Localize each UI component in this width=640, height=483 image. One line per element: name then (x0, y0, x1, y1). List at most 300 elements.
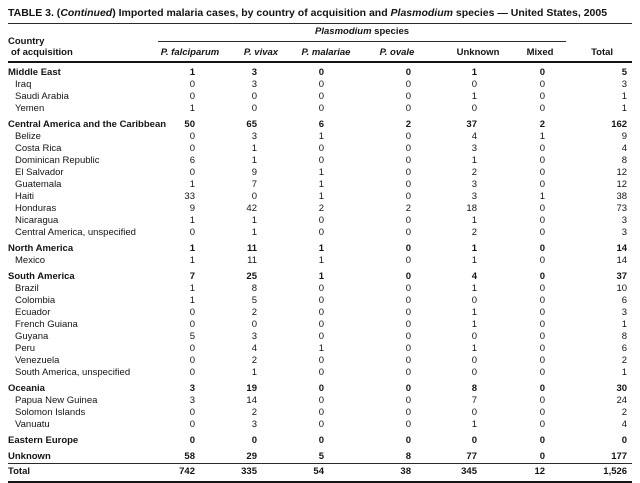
table-row (8, 167, 632, 179)
value-cell: 0 (539, 295, 546, 306)
row-label-cell: El Salvador (15, 167, 64, 178)
value-cell: 2 (471, 227, 477, 238)
value-cell: 9 (189, 203, 195, 214)
value-cell: 0 (318, 419, 324, 430)
value-cell: 0 (539, 435, 546, 446)
value-cell: 1 (471, 255, 477, 266)
row-label-cell: Ecuador (15, 307, 51, 318)
table-header (8, 24, 632, 63)
row-label-cell: Honduras (15, 203, 57, 214)
value-cell: 9 (251, 167, 257, 178)
value-cell: 0 (405, 307, 411, 318)
species-column-header: Mixed (514, 42, 566, 63)
value-cell: 0 (251, 103, 257, 114)
value-cell: 0 (318, 355, 324, 366)
value-cell: 3 (189, 395, 195, 406)
table-row (8, 179, 632, 191)
value-cell: 0 (471, 79, 477, 90)
row-label-cell: Belize (15, 131, 41, 142)
value-cell: 0 (405, 295, 411, 306)
value-cell: 1 (251, 367, 257, 378)
value-cell: 0 (189, 227, 195, 238)
value-cell: 345 (442, 464, 514, 483)
row-label-cell: Nicaragua (15, 215, 59, 226)
value-cell: 3 (621, 227, 628, 238)
value-cell: 0 (251, 91, 257, 102)
value-cell: 2 (471, 167, 477, 178)
value-cell: 0 (318, 283, 324, 294)
value-cell: 3 (621, 79, 628, 90)
species-column-header: P. ovale (352, 42, 442, 63)
value-cell: 0 (405, 343, 411, 354)
value-cell: 3 (251, 419, 257, 430)
table-row (8, 295, 632, 307)
value-cell: 4 (621, 419, 628, 430)
row-label-cell: Vanuatu (15, 419, 50, 430)
value-cell: 14 (616, 255, 628, 266)
spanner-label-italic: Plasmodium (315, 26, 372, 37)
value-cell: 3 (621, 215, 628, 226)
value-cell: 0 (251, 319, 257, 330)
value-cell: 0 (318, 215, 324, 226)
table-row (8, 419, 632, 431)
value-cell: 0 (405, 319, 411, 330)
table-row (8, 255, 632, 267)
value-cell: 0 (189, 343, 195, 354)
value-cell: 162 (611, 119, 628, 130)
table-row (8, 319, 632, 331)
value-cell: 0 (405, 271, 411, 282)
value-cell: 0 (318, 407, 324, 418)
value-cell: 0 (318, 91, 324, 102)
value-cell: 0 (318, 319, 324, 330)
table-row (8, 395, 632, 407)
value-cell: 0 (539, 167, 546, 178)
value-cell: 5 (318, 451, 324, 462)
value-cell: 1 (471, 343, 477, 354)
value-cell: 8 (621, 155, 628, 166)
value-cell: 0 (539, 307, 546, 318)
title-segment: Continued (60, 7, 113, 19)
title-segment: species — United States, 2005 (452, 7, 608, 19)
value-cell: 12 (514, 464, 566, 483)
value-cell: 0 (471, 331, 477, 342)
value-cell: 0 (405, 215, 411, 226)
value-cell: 8 (405, 451, 411, 462)
value-cell: 50 (184, 119, 195, 130)
value-cell: 0 (189, 319, 195, 330)
value-cell: 0 (318, 395, 324, 406)
value-cell: 6 (318, 119, 324, 130)
value-cell: 0 (539, 331, 546, 342)
row-label-cell: Costa Rica (15, 143, 62, 154)
value-cell: 4 (621, 143, 628, 154)
value-cell: 1 (471, 91, 477, 102)
value-cell: 1 (251, 143, 257, 154)
value-cell: 1 (471, 319, 477, 330)
value-cell: 0 (318, 331, 324, 342)
value-cell: 1,526 (566, 464, 632, 483)
value-cell: 0 (539, 179, 546, 190)
value-cell: 0 (539, 419, 546, 430)
value-cell: 0 (189, 355, 195, 366)
value-cell: 14 (616, 243, 628, 254)
value-cell: 1 (251, 227, 257, 238)
value-cell: 5 (251, 295, 257, 306)
table-row (8, 331, 632, 343)
table-row (8, 79, 632, 91)
value-cell: 177 (611, 451, 628, 462)
title-segment: Plasmodium (390, 7, 453, 19)
value-cell: 3 (189, 383, 195, 394)
value-cell: 2 (539, 119, 546, 130)
value-cell: 1 (471, 155, 477, 166)
species-column-header: Unknown (442, 42, 514, 63)
value-cell: 0 (539, 367, 546, 378)
value-cell: 12 (616, 167, 628, 178)
value-cell: 0 (318, 227, 324, 238)
value-cell: 0 (539, 243, 546, 254)
value-cell: 0 (189, 79, 195, 90)
value-cell: 0 (318, 367, 324, 378)
table-row (8, 431, 632, 447)
value-cell: 0 (189, 91, 195, 102)
value-cell: 1 (539, 191, 546, 202)
value-cell: 18 (466, 203, 477, 214)
value-cell: 4 (471, 131, 477, 142)
value-cell: 0 (189, 435, 195, 446)
value-cell: 0 (405, 367, 411, 378)
table-row (8, 407, 632, 419)
value-cell: 0 (539, 67, 546, 78)
table-row (8, 343, 632, 355)
value-cell: 1 (251, 155, 257, 166)
value-cell: 1 (471, 419, 477, 430)
table-row (8, 143, 632, 155)
value-cell: 0 (405, 143, 411, 154)
value-cell: 0 (405, 179, 411, 190)
row-label-cell: North America (8, 243, 74, 254)
value-cell: 0 (318, 67, 324, 78)
row-label-cell: Unknown (8, 451, 51, 462)
value-cell: 1 (539, 131, 546, 142)
value-cell: 1 (318, 179, 324, 190)
value-cell: 0 (539, 343, 546, 354)
value-cell: 0 (539, 271, 546, 282)
value-cell: 0 (539, 283, 546, 294)
value-cell: 0 (405, 355, 411, 366)
row-label-cell: Colombia (15, 295, 56, 306)
value-cell: 0 (539, 255, 546, 266)
value-cell: 1 (318, 191, 324, 202)
value-cell: 4 (251, 343, 257, 354)
title-segment: ) Imported malaria cases, by country of acquisition and (112, 7, 391, 19)
value-cell: 1 (189, 179, 195, 190)
value-cell: 3 (471, 143, 477, 154)
table-row (8, 203, 632, 215)
value-cell: 1 (621, 319, 628, 330)
value-cell: 1 (318, 131, 324, 142)
row-label-cell: Mexico (15, 255, 46, 266)
value-cell: 65 (246, 119, 257, 130)
value-cell: 0 (539, 395, 546, 406)
value-cell: 1 (471, 215, 477, 226)
row-label-cell: Middle East (8, 67, 61, 78)
species-column-header: P. falciparum (158, 42, 222, 63)
value-cell: 1 (621, 91, 628, 102)
value-cell: 19 (246, 383, 257, 394)
value-cell: 0 (539, 227, 546, 238)
value-cell: 0 (405, 91, 411, 102)
value-cell: 1 (318, 271, 324, 282)
row-label-cell: South America (8, 271, 75, 282)
row-label-cell: Eastern Europe (8, 435, 79, 446)
value-cell: 0 (539, 143, 546, 154)
row-label-cell: Central America, unspecified (15, 227, 136, 238)
value-cell: 0 (539, 451, 546, 462)
value-cell: 2 (621, 407, 628, 418)
value-cell: 1 (471, 67, 477, 78)
value-cell: 1 (471, 283, 477, 294)
value-cell: 0 (471, 435, 477, 446)
row-label-cell: Central America and the Caribbean (8, 119, 167, 130)
value-cell: 38 (352, 464, 442, 483)
value-cell: 54 (300, 464, 352, 483)
row-label-cell: Guyana (15, 331, 49, 342)
row-label-cell: Dominican Republic (15, 155, 100, 166)
value-cell: 0 (539, 203, 546, 214)
row-label-cell: French Guiana (15, 319, 78, 330)
value-cell: 29 (246, 451, 257, 462)
value-cell: 0 (405, 227, 411, 238)
value-cell: 7 (189, 271, 195, 282)
value-cell: 77 (466, 451, 477, 462)
row-label-cell: Oceania (8, 383, 45, 394)
value-cell: 1 (471, 243, 477, 254)
value-cell: 0 (405, 103, 411, 114)
row-label-cell: Brazil (15, 283, 39, 294)
country-header-line2: of acquisition (11, 47, 73, 58)
row-label-cell: Total (8, 464, 158, 483)
value-cell: 0 (471, 103, 477, 114)
value-cell: 0 (405, 167, 411, 178)
value-cell: 0 (471, 367, 477, 378)
value-cell: 0 (539, 407, 546, 418)
table-row (8, 191, 632, 203)
country-header-line1: Country (8, 36, 45, 47)
value-cell: 7 (251, 179, 257, 190)
value-cell: 0 (539, 319, 546, 330)
value-cell: 1 (189, 67, 195, 78)
value-cell: 0 (318, 79, 324, 90)
value-cell: 2 (251, 407, 257, 418)
value-cell: 5 (189, 331, 195, 342)
row-label-cell: Haiti (15, 191, 35, 202)
header-row-spanner (8, 24, 632, 42)
value-cell: 6 (621, 343, 628, 354)
value-cell: 4 (471, 271, 477, 282)
value-cell: 0 (405, 155, 411, 166)
value-cell: 0 (405, 407, 411, 418)
value-cell: 0 (189, 367, 195, 378)
country-column-header (8, 24, 158, 63)
value-cell: 58 (184, 451, 195, 462)
value-cell: 1 (189, 295, 195, 306)
table-row (8, 155, 632, 167)
value-cell: 11 (247, 255, 257, 266)
row-label-cell: Saudi Arabia (15, 91, 69, 102)
table-row (8, 355, 632, 367)
value-cell: 0 (471, 355, 477, 366)
value-cell: 0 (318, 295, 324, 306)
total-column-header: Total (566, 24, 632, 63)
value-cell: 1 (318, 167, 324, 178)
value-cell: 0 (318, 307, 324, 318)
value-cell: 1 (318, 343, 324, 354)
value-cell: 2 (405, 119, 411, 130)
value-cell: 7 (471, 395, 477, 406)
value-cell: 37 (616, 271, 628, 282)
value-cell: 3 (471, 179, 477, 190)
value-cell: 2 (405, 203, 411, 214)
table-body (8, 62, 632, 482)
value-cell: 3 (251, 67, 257, 78)
value-cell: 0 (471, 295, 477, 306)
value-cell: 3 (251, 79, 257, 90)
value-cell: 3 (251, 131, 257, 142)
value-cell: 0 (471, 407, 477, 418)
value-cell: 2 (621, 355, 628, 366)
value-cell: 8 (471, 383, 477, 394)
value-cell: 0 (405, 395, 411, 406)
table-row (8, 115, 632, 131)
value-cell: 0 (318, 103, 324, 114)
value-cell: 0 (539, 155, 546, 166)
value-cell: 3 (251, 331, 257, 342)
value-cell: 3 (471, 191, 477, 202)
table-row (8, 283, 632, 295)
value-cell: 24 (616, 395, 628, 406)
value-cell: 25 (246, 271, 257, 282)
value-cell: 0 (405, 283, 411, 294)
value-cell: 0 (405, 331, 411, 342)
value-cell: 9 (621, 131, 628, 142)
value-cell: 8 (621, 331, 628, 342)
row-label-cell: Guatemala (15, 179, 62, 190)
value-cell: 0 (318, 155, 324, 166)
value-cell: 1 (318, 255, 324, 266)
value-cell: 10 (616, 283, 628, 294)
value-cell: 12 (616, 179, 628, 190)
value-cell: 1 (189, 243, 195, 254)
value-cell: 8 (251, 283, 257, 294)
value-cell: 0 (189, 131, 195, 142)
table-row (8, 227, 632, 239)
value-cell: 33 (184, 191, 195, 202)
value-cell: 0 (318, 435, 324, 446)
value-cell: 0 (405, 383, 411, 394)
value-cell: 0 (318, 383, 324, 394)
table-row (8, 239, 632, 255)
value-cell: 0 (189, 407, 195, 418)
value-cell: 0 (539, 91, 546, 102)
value-cell: 0 (539, 215, 546, 226)
value-cell: 5 (621, 67, 628, 78)
table-row (8, 62, 632, 79)
table-row (8, 307, 632, 319)
value-cell: 38 (616, 191, 628, 202)
value-cell: 0 (539, 383, 546, 394)
value-cell: 1 (621, 367, 628, 378)
plasmodium-species-spanner (158, 24, 566, 42)
value-cell: 0 (405, 243, 411, 254)
table-row (8, 215, 632, 227)
table-row (8, 103, 632, 115)
value-cell: 1 (251, 215, 257, 226)
value-cell: 1 (189, 283, 195, 294)
table-row (8, 367, 632, 379)
value-cell: 2 (251, 355, 257, 366)
value-cell: 1 (471, 307, 477, 318)
value-cell: 0 (405, 67, 411, 78)
value-cell: 6 (621, 295, 628, 306)
value-cell: 0 (539, 79, 546, 90)
row-label-cell: Papua New Guinea (15, 395, 98, 406)
value-cell: 2 (251, 307, 257, 318)
malaria-cases-table (8, 23, 632, 483)
value-cell: 0 (405, 255, 411, 266)
row-label-cell: Yemen (15, 103, 45, 114)
table-row (8, 267, 632, 283)
table-row (8, 379, 632, 395)
value-cell: 0 (251, 435, 257, 446)
value-cell: 335 (222, 464, 300, 483)
row-label-cell: Venezuela (15, 355, 60, 366)
value-cell: 0 (621, 435, 628, 446)
spanner-label-rest: species (371, 26, 410, 37)
value-cell: 42 (246, 203, 257, 214)
table-row (8, 91, 632, 103)
value-cell: 14 (246, 395, 257, 406)
species-column-header: P. vivax (222, 42, 300, 63)
value-cell: 3 (621, 307, 628, 318)
value-cell: 0 (405, 131, 411, 142)
value-cell: 30 (616, 383, 628, 394)
row-label-cell: Peru (15, 343, 36, 354)
value-cell: 0 (189, 307, 195, 318)
value-cell: 1 (621, 103, 628, 114)
value-cell: 37 (466, 119, 477, 130)
value-cell: 0 (189, 143, 195, 154)
value-cell: 0 (189, 419, 195, 430)
value-cell: 1 (189, 215, 195, 226)
row-label-cell: Solomon Islands (15, 407, 86, 418)
value-cell: 1 (189, 103, 195, 114)
table-row (8, 447, 632, 464)
value-cell: 0 (251, 191, 257, 202)
value-cell: 73 (616, 203, 628, 214)
value-cell: 742 (158, 464, 222, 483)
row-label-cell: South America, unspecified (15, 367, 131, 378)
value-cell: 0 (405, 79, 411, 90)
table-row (8, 464, 632, 483)
value-cell: 11 (246, 243, 257, 254)
species-column-header: P. malariae (300, 42, 352, 63)
value-cell: 0 (539, 355, 546, 366)
value-cell: 0 (539, 103, 546, 114)
value-cell: 0 (189, 167, 195, 178)
value-cell: 6 (189, 155, 195, 166)
